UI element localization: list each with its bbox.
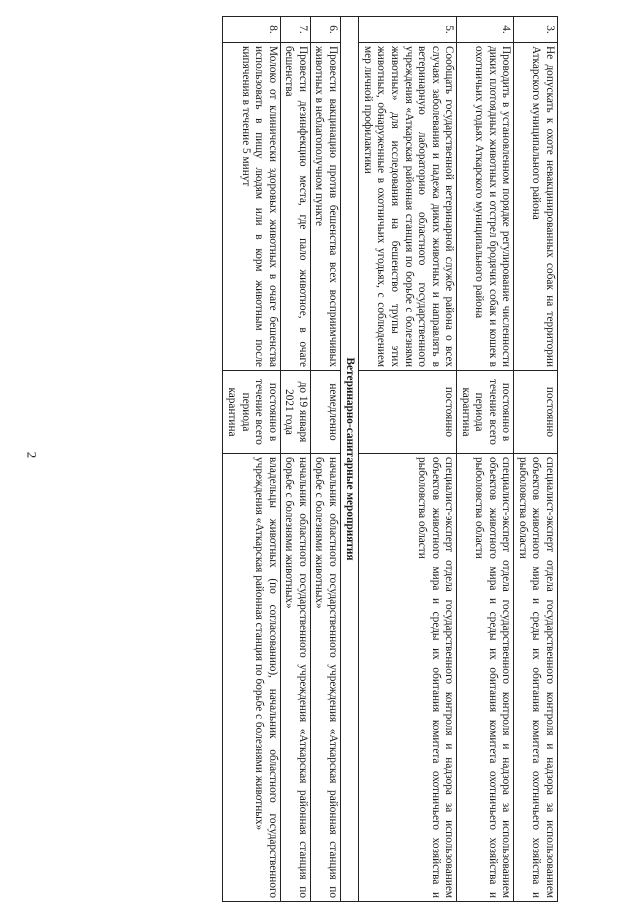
responsible-cell: специалист-эксперт отдела государственного контроля и надзора за использованием объектов животного мира и среды их обитания комитета охотничьего хозяйства и рыболовства области [457,454,514,902]
action-cell: Не допускать к охоте невакцинированных собак на территории Аткарского муниципального района [514,43,558,371]
action-cell: Провести вакцинацию против бешенства всех восприимчивых животных в неблагополучном пункте [310,43,340,371]
responsible-cell: специалист-эксперт отдела государственного контроля и надзора за использованием объектов животного мира и среды их обитания комитета охотничьего хозяйства и рыболовства области [359,454,457,902]
term-cell: до 19 января 2021 года [280,371,310,454]
action-cell: Провести дезинфекцию места, где пало животное, в очаге бешенства [280,43,310,371]
term-cell: постоянно [514,371,558,454]
term-cell: постоянно в течение всего периода карантина [223,371,280,454]
action-cell: Проводить в установленном порядке регулирование численности диких плотоядных животных и отстрел бродячих собак и кошек в охотничьих угодьях Аткарского муниципального района [457,43,514,371]
responsible-cell: специалист-эксперт отдела государственного контроля и надзора за использованием объектов животного мира и среды их обитания комитета охотничьего хозяйства и рыболовства области [514,454,558,902]
table-row [359,17,457,902]
row-number: 4. [457,17,514,43]
action-cell: Молоко от клинически здоровых животных в очаге бешенства использовать в пищу людям или в корм животным после кипячения в течение 5 минут [223,43,280,371]
table-row [310,17,340,902]
row-number: 7. [280,17,310,43]
responsible-cell: владельцы животных (по согласованию), начальник областного государственного учреждения «Аткарская районная станция по борьбе с болезнями животных» [223,454,280,902]
table-row [280,17,310,902]
term-cell: постоянно в течение всего периода карантина [457,371,514,454]
page-number: 2 [24,451,40,459]
action-cell: Сообщать государственной ветеринарной службе района о всех случаях заболевания и падежа диких животных и направлять в ветеринарную лабораторию областного государственного учреждения «Аткарская районная станция по борьбе с болезнями животных» для исследования на бешенство трупы этих животных, обнаруженные в охотничьих угодьях, с соблюдением мер личной профилактики [359,43,457,371]
measures-table [222,16,558,902]
row-number: 5. [359,17,457,43]
row-number: 6. [310,17,340,43]
row-number: 3. [514,17,558,43]
section-header-row [340,17,359,902]
responsible-cell: начальник областного государственного учреждения «Аткарская районная станция по борьбе с болезнями животных» [310,454,340,902]
table-row [514,17,558,902]
section-title: Ветеринарно-санитарные мероприятия [340,17,359,902]
row-number: 8. [223,17,280,43]
table-row [223,17,280,902]
term-cell: постоянно [359,371,457,454]
term-cell: немедленно [310,371,340,454]
table-row [457,17,514,902]
responsible-cell: начальник областного государственного учреждения «Аткарская районная станция по борьбе с болезнями животных» [280,454,310,902]
